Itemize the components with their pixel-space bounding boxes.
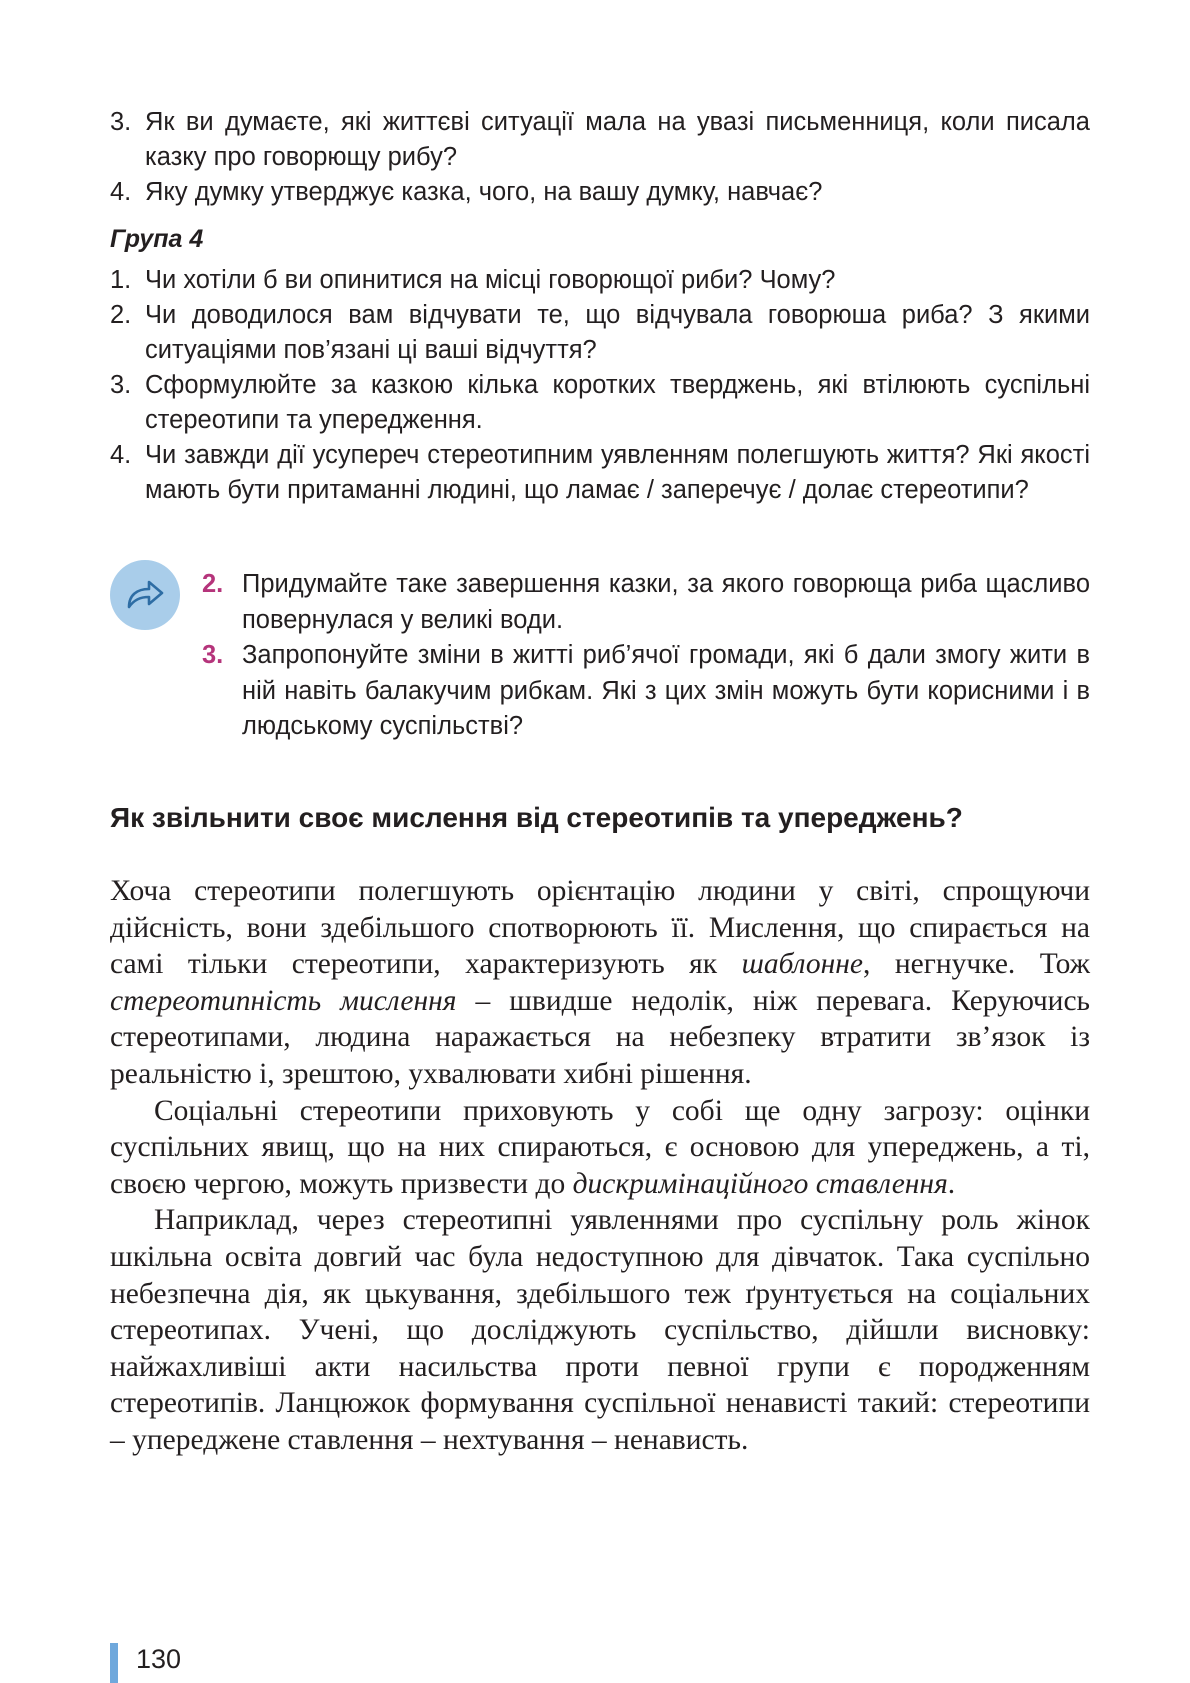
task-text: Запропонуйте зміни в житті риб’ячої громади, які б дали змогу жити в ній навіть балакучим рибкам. Які з цих змін можуть бути корисними і в людському суспільстві?: [242, 641, 1090, 740]
section-heading: Як звільнити своє мислення від стереотипів та упереджень?: [110, 802, 963, 833]
emphasis: дискримінаційного ставлення: [572, 1167, 948, 1200]
task-item: [202, 567, 1090, 638]
question-item: [110, 438, 1090, 508]
task-number: 2.: [202, 570, 224, 598]
question-item: [110, 368, 1090, 438]
text-run: Соціальні стереотипи приховують у собі ще одну загрозу: оцінки суспільних явищ, що на них спираються, є основою для упереджень, а ті, своєю чергою, можуть призвести до: [110, 1094, 1090, 1200]
page-number: 130: [136, 1644, 182, 1674]
question-text: Сформулюйте за казкою кілька коротких тверджень, які втілюють суспільні стереотипи та упередження.: [145, 371, 1090, 434]
task-item: [202, 638, 1090, 745]
group4-questions: [110, 263, 1090, 508]
paragraph: [110, 873, 1090, 1093]
paragraph: [110, 1093, 1090, 1203]
text-run: .: [947, 1167, 956, 1200]
body-text: [110, 873, 1090, 1459]
question-number: 2.: [110, 301, 132, 329]
task-text: Придумайте таке завершення казки, за якого говорюща риба щасливо повернулася у великі води.: [242, 570, 1090, 634]
question-text: Чи завжди дії усупереч стереотипним уявленням полегшують життя? Які якості мають бути притаманні людині, що ламає / заперечує / долає стереотипи?: [145, 441, 1090, 504]
task-number: 3.: [202, 641, 224, 669]
creative-tasks: [202, 567, 1090, 745]
question-item: [110, 175, 1090, 210]
emphasis: шаблонне: [741, 948, 864, 981]
question-number: 4.: [110, 441, 132, 469]
question-number: 4.: [110, 178, 132, 206]
question-item: [110, 105, 1090, 175]
question-number: 3.: [110, 108, 132, 136]
paragraph: Наприклад, через стереотипні уявленнями про суспільну роль жінок шкільна освіта довгий час була недоступною для дівчаток. Така суспільно небезпечна дія, як цькування, здебільшого теж ґрунтується на соціальних стереотипах. Учені, що досліджують суспільство, дійшли висновку: найжахливіші акти насильства проти певної групи є породженням стереотипів. Ланцюжок формування суспільної ненависті такий: стереотипи – упереджене ставлення – нехтування – ненависть.: [110, 1204, 1090, 1456]
text-run: Хоча стереотипи полегшують орієнтацію людини у світі, спрощуючи дійсність, вони здебільшого спотворюють її. Мислення, що спирається на самі тільки стереотипи, характеризують як: [110, 875, 1090, 981]
group-title: Група 4: [110, 225, 204, 253]
text-run: – швидше недолік, ніж перевага. Керуючись стереотипами, людина наражається на небезпеку втратити зв’язок із реальністю і, зрештою, ухвалювати хибні рішення.: [110, 984, 1090, 1090]
question-text: Чи хотіли б ви опинитися на місці говорющої риби? Чому?: [145, 266, 836, 294]
share-arrow-icon: [110, 560, 180, 630]
question-text: Чи доводилося вам відчувати те, що відчувала говорюша риба? З якими ситуаціями пов’язані ці ваші відчуття?: [145, 301, 1090, 364]
group3-questions: [110, 105, 1090, 210]
emphasis: стереотипність мислення: [110, 984, 457, 1017]
question-text: Яку думку утверджує казка, чого, на вашу думку, навчає?: [145, 178, 823, 206]
question-text: Як ви думаєте, які життєві ситуації мала на увазі письменниця, коли писала казку про говорющу рибу?: [145, 108, 1090, 171]
question-item: [110, 263, 1090, 298]
question-number: 3.: [110, 371, 132, 399]
question-item: [110, 298, 1090, 368]
share-arrow-glyph: [123, 575, 167, 615]
question-number: 1.: [110, 266, 132, 294]
page-marker-bar: [110, 1643, 118, 1683]
text-run: , негнучке. Тож: [863, 948, 1090, 981]
page-footer: [110, 1643, 181, 1683]
